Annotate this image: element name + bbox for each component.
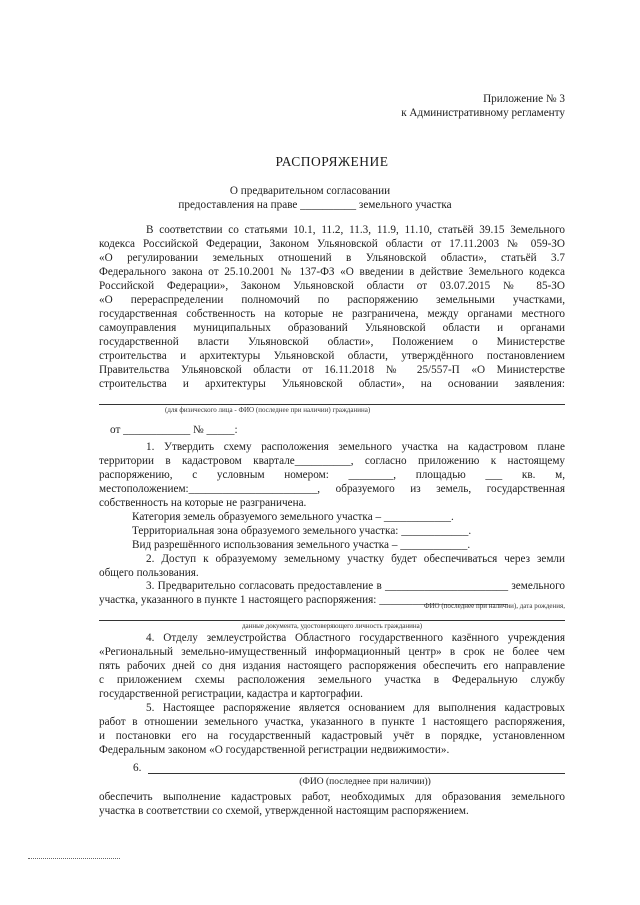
- appendix-reference: к Административному регламенту: [401, 107, 565, 119]
- clause-4-line: пять рабочих дней со дня издания настоящего распоряжения обеспечить его направление: [99, 660, 565, 672]
- fio-birthdate-caption: ФИО (последнее при наличии), дата рождения,: [423, 602, 565, 610]
- clause-4-line: «Региональный земельно-имущественный информационный центр» в срок не более чем: [99, 646, 565, 658]
- applicant-caption: (для физического лица - ФИО (последнее при наличии) гражданина): [165, 406, 371, 414]
- clause-1-line: 1. Утвердить схему расположения земельного участка на кадастровом плане: [146, 441, 565, 453]
- appendix-number: Приложение № 3: [483, 93, 565, 105]
- preamble-line: «О регулировании земельных отношений в Ульяновской области», статьёй 3.7: [99, 252, 565, 264]
- clause-5-line: работ в отношении земельного участка, указанного в пункте 1 настоящего распоряжения,: [99, 716, 565, 728]
- document-title: РАСПОРЯЖЕНИЕ: [275, 155, 389, 168]
- land-category-line: Категория земель образуемого земельного участка – ____________.: [132, 511, 454, 523]
- clause-4-line: государственной регистрации, кадастра и картографии.: [99, 688, 363, 700]
- preamble-line: кодекса Российской Федерации, Законом Ульяновской области от 17.11.2003 № 059-ЗО: [99, 238, 565, 250]
- clause-5-line: Федеральным законом «О государственной регистрации недвижимости».: [99, 744, 450, 756]
- clause-1-line: собственность на которые не разграничена.: [99, 497, 307, 509]
- clause-1-line: распоряжению, с условным номером: ________, площадью ___ кв. м,: [99, 469, 565, 481]
- preamble-line: В соответствии со статьями 10.1, 11.2, 11.3, 11.9, 11.10, статьёй 39.15 Земельного: [146, 224, 565, 236]
- preamble-line: государственная собственность на которые не разграничена, между органами местного: [99, 308, 565, 320]
- preamble-line: самоуправления муниципальных образований Ульяновской области и органами: [99, 322, 565, 334]
- clause-6-line: участка в соответствии со схемой, утвержденной настоящим распоряжением.: [99, 805, 469, 817]
- clause-4-line: с приложением схемы расположения земельного участка в Федеральную службу: [99, 674, 565, 686]
- preamble-line: государственной власти Ульяновской области», Положением о Министерстве: [99, 336, 565, 348]
- application-date-line: от ____________ № _____:: [110, 424, 238, 436]
- identity-document-caption: данные документа, удостоверяющего личность гражданина): [241, 622, 423, 630]
- preamble-line: Российской Федерации», Законом Ульяновской области от 03.07.2015 № 85-ЗО: [99, 280, 565, 292]
- clause-6-line: обеспечить выполнение кадастровых работ, необходимых для образования земельного: [99, 791, 565, 803]
- clause-1-line: территории в кадастровом квартале__________, согласно приложению к настоящему: [99, 455, 565, 467]
- clause-2-line: 2. Доступ к образуемому земельному участку будет обеспечиваться через земли: [146, 553, 565, 565]
- preamble-line: строительства и архитектуры Ульяновской области», на основании заявления:: [99, 378, 565, 390]
- clause-6-blank-line: [148, 773, 565, 774]
- permitted-use-line: Вид разрешённого использования земельного участка – ____________.: [132, 539, 471, 551]
- clause-3-line: участка, указанного в пункте 1 настоящего распоряжения: _______________________: [99, 594, 508, 606]
- territorial-zone-line: Территориальная зона образуемого земельного участка: ____________.: [132, 525, 472, 537]
- applicant-blank-line: [99, 404, 565, 405]
- clause-2-line: общего пользования.: [99, 567, 199, 579]
- preamble-line: строительства и архитектуры Ульяновской области, утверждённого постановлением: [99, 350, 565, 362]
- identity-document-blank-line: [99, 620, 565, 621]
- subject-line-2: предоставления на праве __________ земельного участка: [178, 199, 452, 211]
- clause-6-number: 6.: [133, 762, 142, 774]
- clause-5-line: 5. Настоящее распоряжение является основанием для выполнения кадастровых: [146, 702, 565, 714]
- clause-1-line: местоположением:_______________________, образуемого из земель, государственная: [99, 483, 565, 495]
- preamble-line: «О перераспределении полномочий по распоряжению земельными участками,: [99, 294, 565, 306]
- preamble-line: Правительства Ульяновской области от 16.11.2018 № 25/557-П «О Министерстве: [99, 364, 565, 376]
- preamble-line: Федерального закона от 25.10.2001 № 137-ФЗ «О введении в действие Земельного кодекса: [99, 266, 565, 278]
- subject-line-1: О предварительном согласовании: [229, 185, 391, 197]
- clause-5-line: и постановки его на государственный кадастровый учёт в порядке, установленном: [99, 730, 565, 742]
- clause-4-line: 4. Отделу землеустройства Областного государственного казённого учреждения: [146, 632, 565, 644]
- footer-dotted-line: [28, 858, 120, 859]
- clause-3-line: 3. Предварительно согласовать предоставление в ______________________ земельного: [146, 580, 565, 592]
- clause-6-fio-caption: (ФИО (последнее при наличии)): [299, 777, 431, 787]
